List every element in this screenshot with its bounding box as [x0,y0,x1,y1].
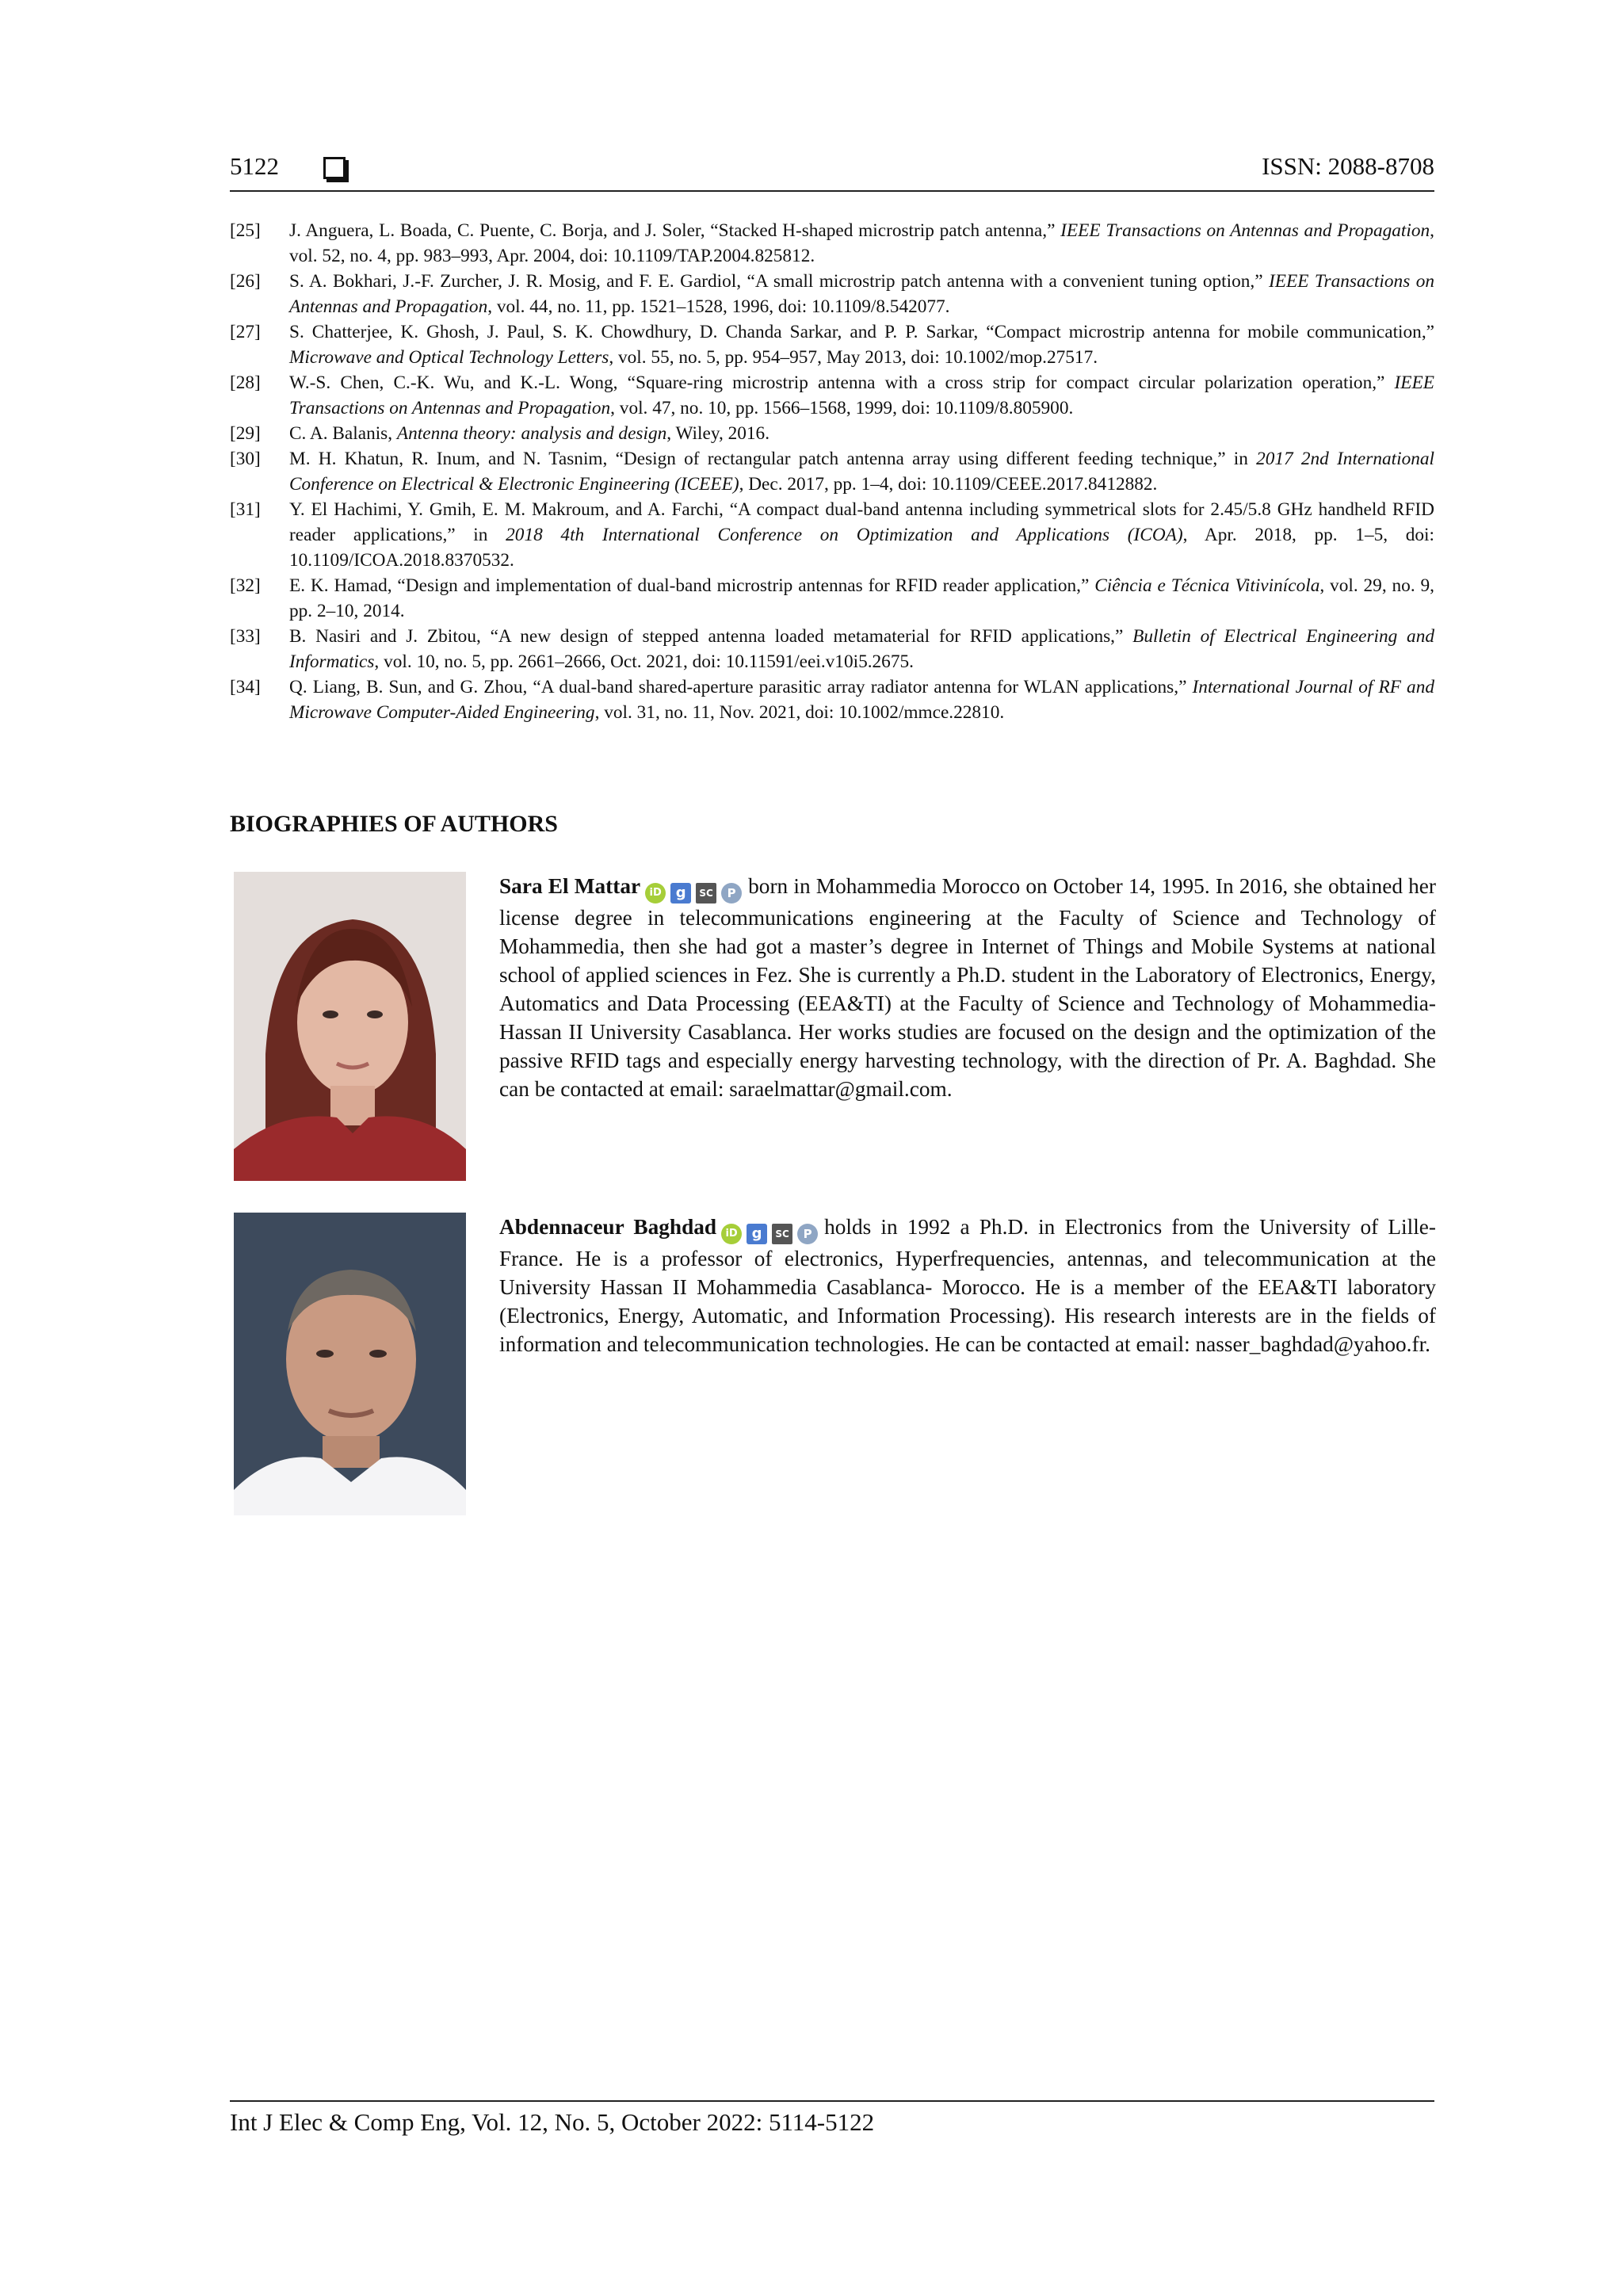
reference-item [230,573,1434,624]
author-photo [234,872,466,1181]
author-profile-icons [721,1224,818,1244]
reference-text: C. A. Balanis, Antenna theory: analysis and design, Wiley, 2016. [289,423,770,444]
reference-text: S. Chatterjee, K. Ghosh, J. Paul, S. K. Chowdhury, D. Chanda Sarkar, and P. P. Sarkar, “Compact microstrip antenna for mobile communication,” Microwave and Optical Technology Letters, vol. 55, no. 5, pp. 954–957, May 2013, doi: 10.1002/mop.27517. [289,322,1434,368]
reference-list [230,218,1434,725]
publons-icon[interactable]: P [797,1224,818,1244]
author-photo [234,1213,466,1515]
reference-text: J. Anguera, L. Boada, C. Puente, C. Borja, and J. Soler, “Stacked H-shaped microstrip patch antenna,” IEEE Transactions on Antennas and Propagation, vol. 52, no. 4, pp. 983–993, Apr. 2004, doi: 10.1109/TAP.2004.825812. [289,220,1434,266]
page-footer: Int J Elec & Comp Eng, Vol. 12, No. 5, October 2022: 5114-5122 [230,2100,1434,2137]
orcid-icon[interactable]: iD [645,883,666,904]
issn-label: ISSN: 2088-8708 [1262,152,1434,180]
google-scholar-icon[interactable]: g [670,883,691,904]
author-bio-text [499,1213,1436,1358]
reference-number: [32] [230,575,261,596]
reference-item [230,269,1434,319]
google-scholar-icon[interactable]: g [747,1224,767,1244]
reference-item [230,674,1434,725]
publons-icon[interactable]: P [721,883,742,904]
reference-number: [28] [230,372,261,393]
reference-number: [25] [230,220,261,241]
square-bullet-icon [323,157,346,179]
author-bio-body: born in Mohammedia Morocco on October 14, 1995. In 2016, she obtained her license degree in telecommunications engineering at the Faculty of Science and Technology of Mohammedia, then she had got a master’s degree in Internet of Things and Mobile Systems at national school of applied sciences in Fez. She is currently a Ph.D. student in the Laboratory of Electronics, Energy, Automatics and Data Processing (EEA&TI) at the Faculty of Science and Technology of Mohammedia-Hassan II University Casablanca. Her works studies are focused on the design and the optimization of the passive RFID tags and especially energy harvesting technology, with the direction of Pr. A. Baghdad. She can be contacted at email: saraelmattar@gmail.com. [499,874,1437,1101]
scopus-icon[interactable]: SC [772,1224,792,1244]
reference-number: [31] [230,499,261,520]
author-bio-body: holds in 1992 a Ph.D. in Electronics from the University of Lille-France. He is a professor of electronics, Hyperfrequencies, antennas, and telecommunication at the University Hassan II Mohammedia Casablanca- Morocco. He is a member of the EEA&TI laboratory (Electronics, Energy, Automatic, and Information Processing). His research interests are in the fields of information and telecommunication technologies. He can be contacted at email: nasser_baghdad@yahoo.fr. [499,1215,1436,1356]
reference-text: Q. Liang, B. Sun, and G. Zhou, “A dual-band shared-aperture parasitic array radiator antenna for WLAN applications,” International Journal of RF and Microwave Computer-Aided Engineering, vol. 31, no. 11, Nov. 2021, doi: 10.1002/mmce.22810. [289,677,1434,723]
reference-number: [33] [230,626,261,647]
author-name: Sara El Mattar [499,874,641,898]
reference-number: [29] [230,423,261,444]
reference-item [230,370,1434,421]
reference-item [230,319,1434,370]
reference-number: [30] [230,449,261,469]
reference-item [230,421,1434,446]
biographies-heading: BIOGRAPHIES OF AUTHORS [230,811,558,837]
reference-number: [26] [230,271,261,292]
reference-item [230,624,1434,674]
reference-item [230,497,1434,573]
page-header [230,152,1434,192]
author-bio-text [499,872,1436,1103]
orcid-icon[interactable]: iD [721,1224,742,1244]
reference-text: S. A. Bokhari, J.-F. Zurcher, J. R. Mosig, and F. E. Gardiol, “A small microstrip patch antenna with a convenient tuning option,” IEEE Transactions on Antennas and Propagation, vol. 44, no. 11, pp. 1521–1528, 1996, doi: 10.1109/8.542077. [289,271,1434,317]
reference-text: B. Nasiri and J. Zbitou, “A new design of stepped antenna loaded metamaterial for RFID applications,” Bulletin of Electrical Engineering and Informatics, vol. 10, no. 5, pp. 2661–2666, Oct. 2021, doi: 10.11591/eei.v10i5.2675. [289,626,1434,672]
author-name: Abdennaceur Baghdad [499,1215,717,1239]
author-profile-icons [645,883,742,904]
page-number: 5122 [230,152,279,180]
reference-item [230,446,1434,497]
reference-text: E. K. Hamad, “Design and implementation of dual-band microstrip antennas for RFID reader application,” Ciência e Técnica Vitivinícola, vol. 29, no. 9, pp. 2–10, 2014. [289,575,1435,621]
reference-number: [27] [230,322,261,342]
reference-text: M. H. Khatun, R. Inum, and N. Tasnim, “Design of rectangular patch antenna array using different feeding technique,” in 2017 2nd International Conference on Electrical & Electronic Engineering (ICEEE), Dec. 2017, pp. 1–4, doi: 10.1109/CEEE.2017.8412882. [289,449,1434,495]
reference-text: W.-S. Chen, C.-K. Wu, and K.-L. Wong, “Square-ring microstrip antenna with a cross strip for compact circular polarization operation,” IEEE Transactions on Antennas and Propagation, vol. 47, no. 10, pp. 1566–1568, 1999, doi: 10.1109/8.805900. [289,372,1434,418]
reference-item [230,218,1434,269]
reference-number: [34] [230,677,261,697]
reference-text: Y. El Hachimi, Y. Gmih, E. M. Makroum, and A. Farchi, “A compact dual-band antenna including symmetrical slots for 2.45/5.8 GHz handheld RFID reader applications,” in 2018 4th International Conference on Optimization and Applications (ICOA), Apr. 2018, pp. 1–5, doi: 10.1109/ICOA.2018.8370532. [289,499,1435,571]
scopus-icon[interactable]: SC [696,883,716,904]
